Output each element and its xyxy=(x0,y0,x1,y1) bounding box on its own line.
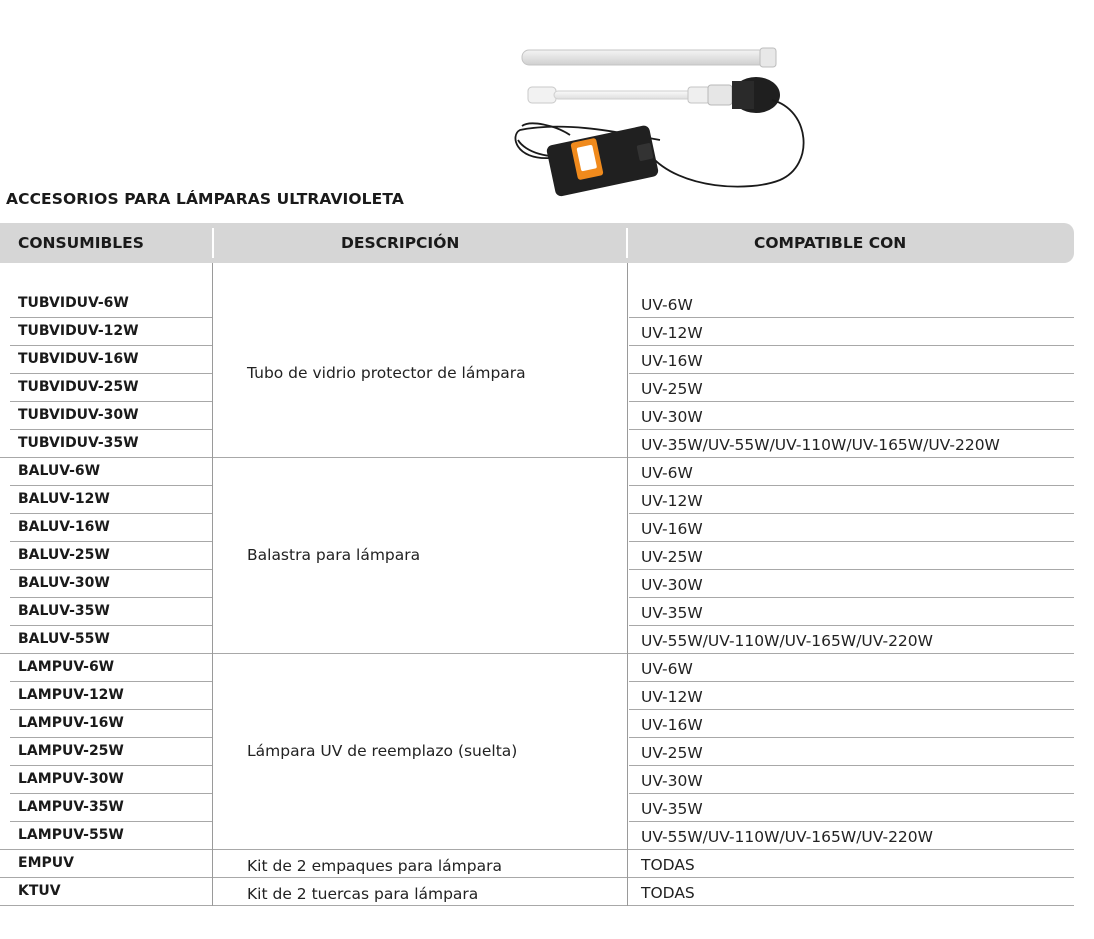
table-row xyxy=(0,598,1074,626)
consumible-code: BALUV-16W xyxy=(18,519,110,535)
header-compatible: COMPATIBLE CON xyxy=(754,234,907,252)
compatible-value: UV-6W xyxy=(641,464,693,482)
header-consumibles: CONSUMIBLES xyxy=(18,234,144,252)
compatible-value: UV-12W xyxy=(641,492,703,510)
header-divider xyxy=(212,228,214,258)
table-row xyxy=(0,290,1074,318)
column-divider xyxy=(627,263,628,906)
table-row xyxy=(0,346,1074,374)
compatible-value: UV-6W xyxy=(641,660,693,678)
compatible-value: UV-30W xyxy=(641,408,703,426)
consumible-code: LAMPUV-12W xyxy=(18,687,124,703)
compatible-value: UV-12W xyxy=(641,688,703,706)
table-row xyxy=(0,318,1074,346)
compatible-value: UV-6W xyxy=(641,296,693,314)
description-text: Lámpara UV de reemplazo (suelta) xyxy=(247,742,518,760)
consumible-code: KTUV xyxy=(18,883,61,899)
compatible-value: UV-35W/UV-55W/UV-110W/UV-165W/UV-220W xyxy=(641,436,1000,454)
consumible-code: TUBVIDUV-12W xyxy=(18,323,139,339)
consumible-code: TUBVIDUV-35W xyxy=(18,435,139,451)
compatible-value: UV-25W xyxy=(641,744,703,762)
consumible-code: LAMPUV-35W xyxy=(18,799,124,815)
consumible-code: LAMPUV-25W xyxy=(18,743,124,759)
compatible-value: UV-12W xyxy=(641,324,703,342)
section-title: ACCESORIOS PARA LÁMPARAS ULTRAVIOLETA xyxy=(6,190,404,208)
glass-sleeve-icon xyxy=(522,48,776,67)
consumible-code: BALUV-35W xyxy=(18,603,110,619)
consumible-code: EMPUV xyxy=(18,855,74,871)
product-image xyxy=(510,40,820,200)
description-text: Kit de 2 empaques para lámpara xyxy=(247,857,502,875)
table-row xyxy=(0,710,1074,738)
compatible-value: UV-35W xyxy=(641,604,703,622)
table-row xyxy=(0,626,1074,654)
consumible-code: BALUV-6W xyxy=(18,463,101,479)
compatible-value: UV-16W xyxy=(641,716,703,734)
table-row xyxy=(0,682,1074,710)
table-row xyxy=(0,458,1074,486)
consumible-code: LAMPUV-6W xyxy=(18,659,115,675)
header-divider xyxy=(626,228,628,258)
compatible-value: UV-30W xyxy=(641,576,703,594)
ballast-box xyxy=(546,125,660,198)
consumible-code: TUBVIDUV-16W xyxy=(18,351,139,367)
table-row xyxy=(0,654,1074,682)
table-row xyxy=(0,402,1074,430)
table-row xyxy=(0,542,1074,570)
compatible-value: UV-25W xyxy=(641,548,703,566)
consumible-code: LAMPUV-30W xyxy=(18,771,124,787)
consumible-code: LAMPUV-55W xyxy=(18,827,124,843)
consumible-code: BALUV-25W xyxy=(18,547,110,563)
compatible-value: UV-16W xyxy=(641,352,703,370)
consumible-code: BALUV-30W xyxy=(18,575,110,591)
compatible-value: UV-35W xyxy=(641,800,703,818)
compatible-value: UV-25W xyxy=(641,380,703,398)
table-row xyxy=(0,486,1074,514)
table-row xyxy=(0,514,1074,542)
table-row xyxy=(0,766,1074,794)
table-row xyxy=(0,794,1074,822)
column-divider xyxy=(212,263,213,906)
table-row xyxy=(0,570,1074,598)
header-descripcion: DESCRIPCIÓN xyxy=(341,234,460,252)
consumible-code: TUBVIDUV-25W xyxy=(18,379,139,395)
table-row xyxy=(0,374,1074,402)
description-text: Tubo de vidrio protector de lámpara xyxy=(247,364,526,382)
consumible-code: TUBVIDUV-30W xyxy=(18,407,139,423)
compatible-value: UV-55W/UV-110W/UV-165W/UV-220W xyxy=(641,632,933,650)
table-row xyxy=(0,430,1074,458)
uv-lamp-icon xyxy=(528,77,780,113)
compatible-value: UV-55W/UV-110W/UV-165W/UV-220W xyxy=(641,828,933,846)
compatible-value: UV-16W xyxy=(641,520,703,538)
compatible-value: TODAS xyxy=(641,884,695,902)
compatible-value: TODAS xyxy=(641,856,695,874)
consumible-code: TUBVIDUV-6W xyxy=(18,295,129,311)
table-row xyxy=(0,850,1074,878)
consumible-code: BALUV-55W xyxy=(18,631,110,647)
consumible-code: LAMPUV-16W xyxy=(18,715,124,731)
description-text: Kit de 2 tuercas para lámpara xyxy=(247,885,479,903)
table-row xyxy=(0,822,1074,850)
table-row xyxy=(0,738,1074,766)
table-header xyxy=(0,223,1074,263)
row-divider xyxy=(0,905,1074,906)
compatible-value: UV-30W xyxy=(641,772,703,790)
description-text: Balastra para lámpara xyxy=(247,546,421,564)
table-row xyxy=(0,878,1074,906)
consumible-code: BALUV-12W xyxy=(18,491,110,507)
